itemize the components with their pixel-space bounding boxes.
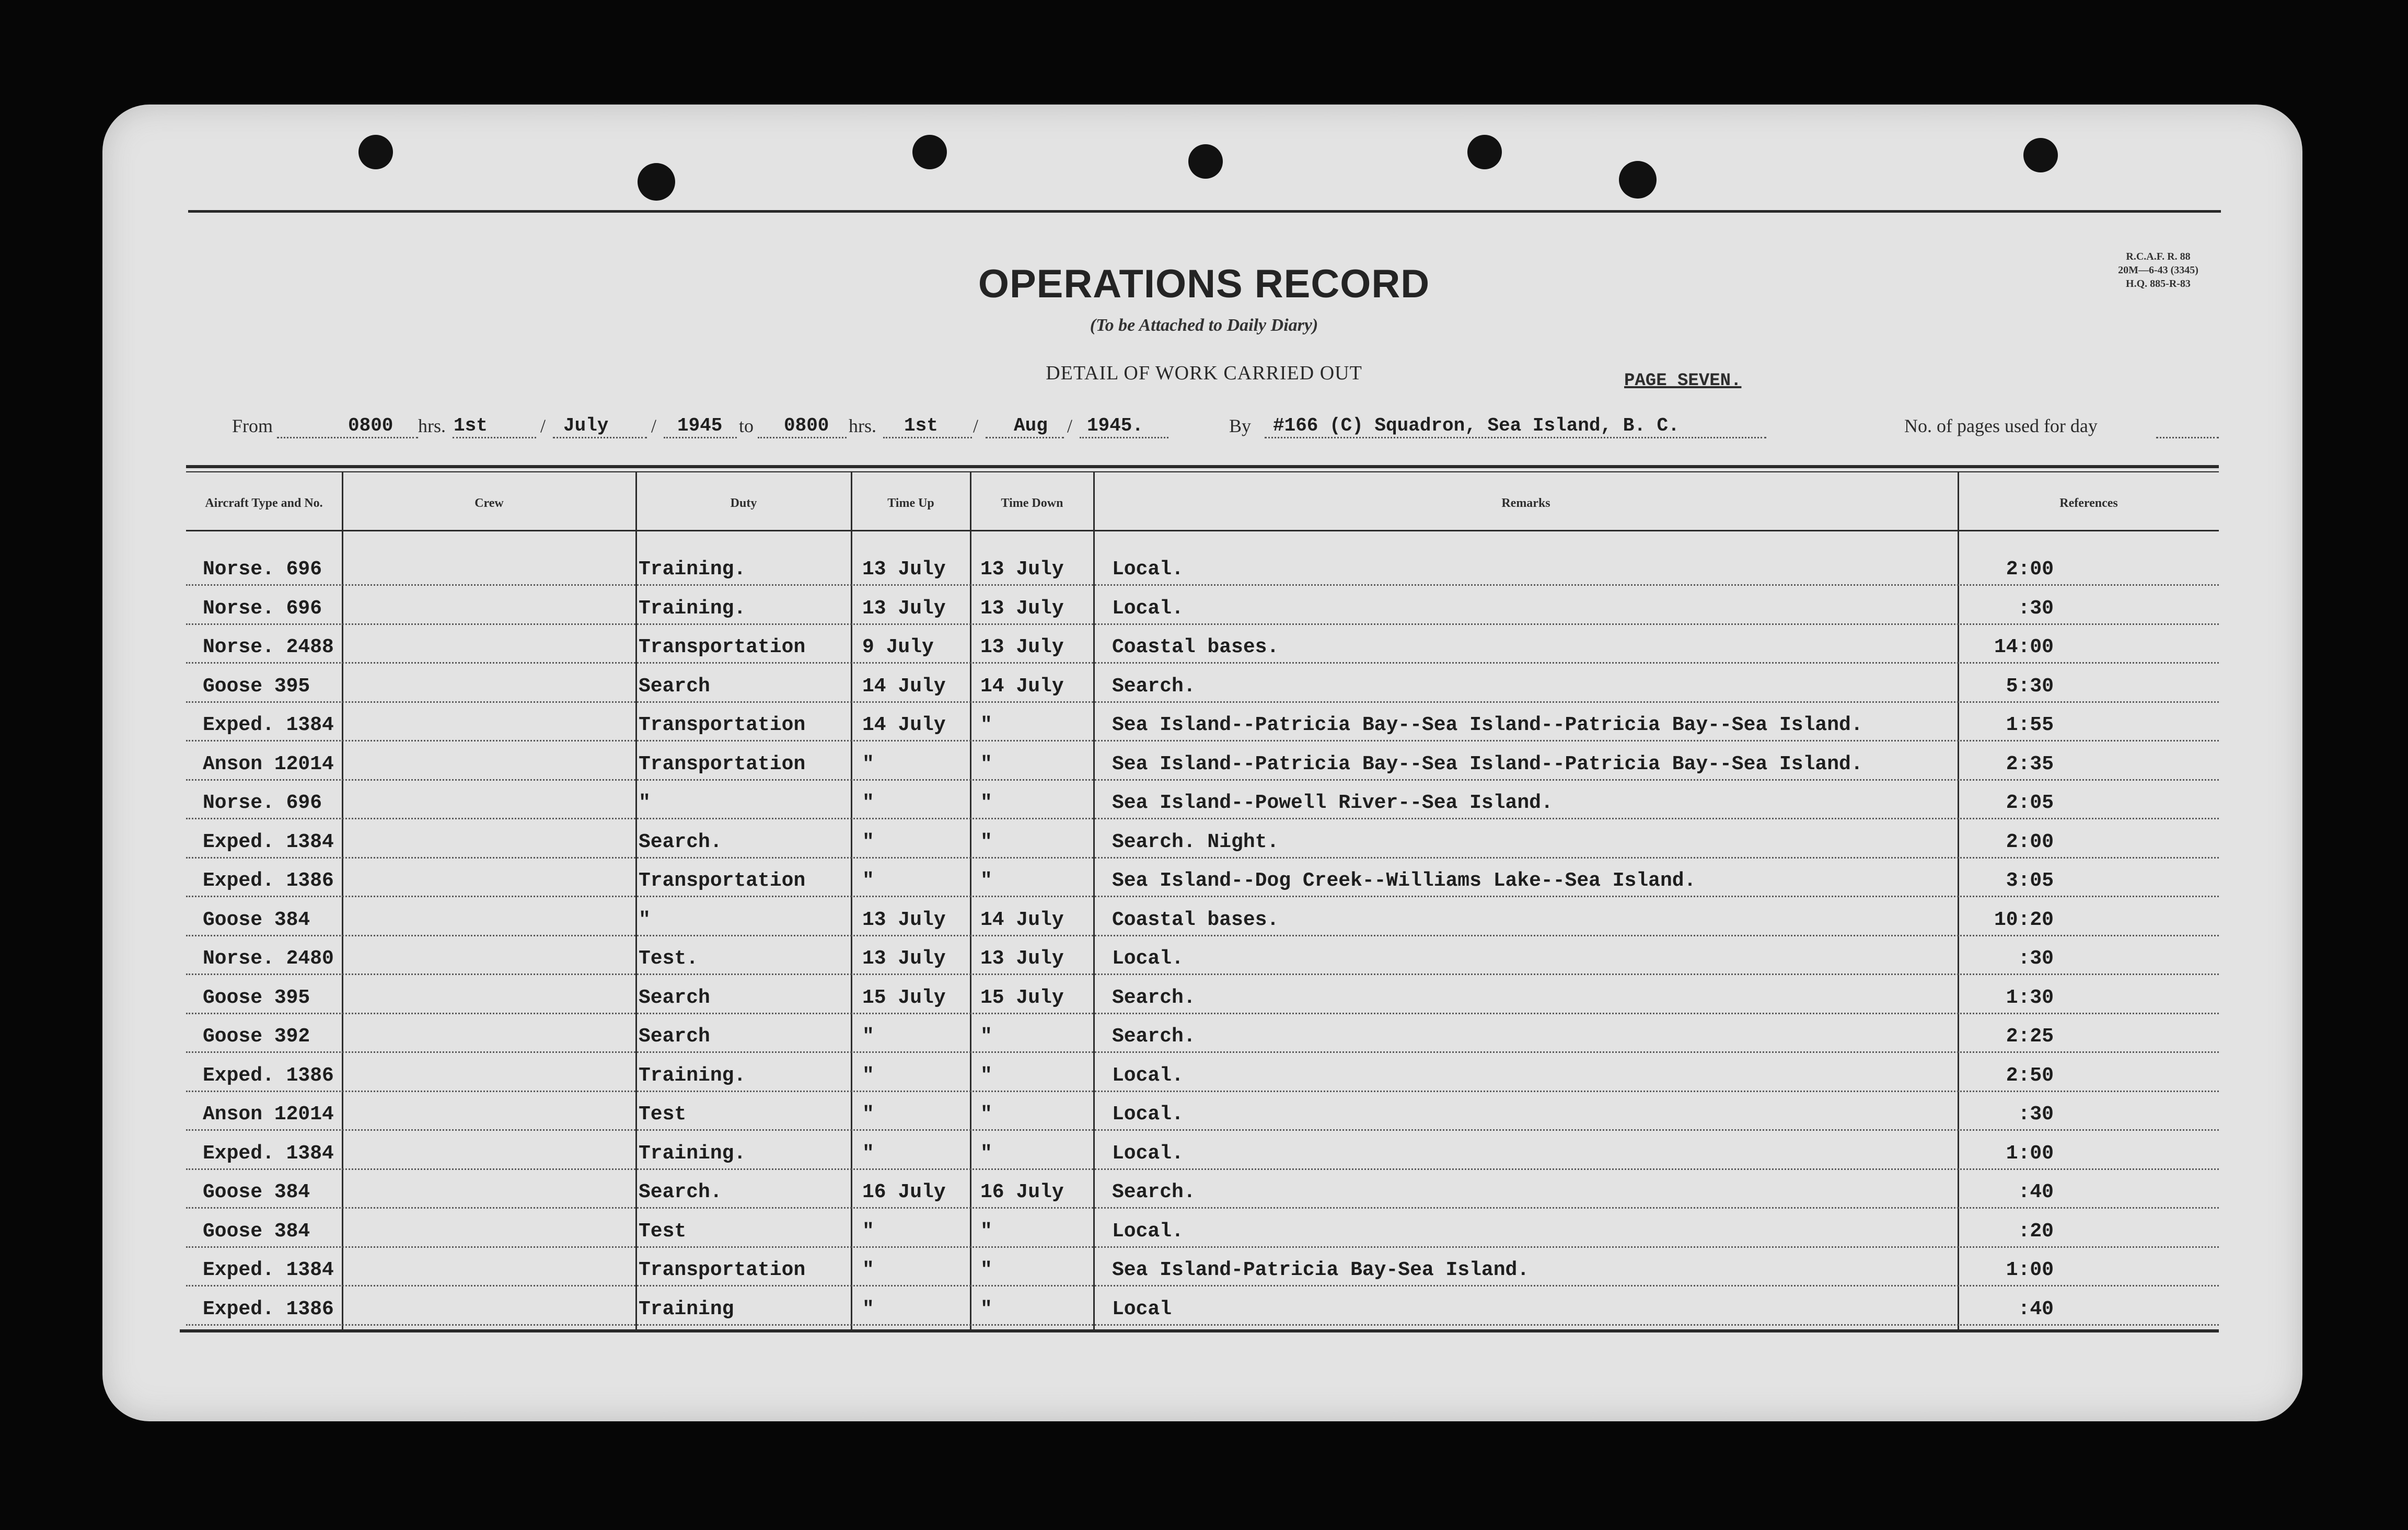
cell-aircraft: Goose 384 — [203, 909, 310, 931]
cell-time-down: " — [980, 1142, 992, 1165]
cell-time-up: 16 July — [862, 1181, 946, 1203]
cell-time-up: " — [862, 831, 874, 853]
cell-reference: :30 — [2018, 597, 2054, 620]
cell-time-down: 13 July — [980, 947, 1064, 970]
table-row — [186, 740, 2219, 741]
cell-duty: Training. — [639, 558, 746, 581]
to-year: 1945. — [1087, 415, 1144, 436]
punch-hole-icon — [358, 135, 393, 169]
cell-reference: :40 — [2018, 1298, 2054, 1320]
cell-time-down: 13 July — [980, 636, 1064, 658]
from-time: 0800 — [348, 415, 393, 436]
cell-duty: Search — [639, 987, 710, 1009]
cell-reference: 1:00 — [2006, 1259, 2054, 1281]
cell-reference: 2:35 — [2006, 753, 2054, 775]
cell-reference: 14:00 — [1994, 636, 2054, 658]
dotted-leader — [758, 437, 847, 438]
cell-aircraft: Exped. 1384 — [203, 1142, 334, 1165]
punch-hole-icon — [2023, 138, 2058, 172]
top-rule — [188, 210, 2221, 213]
cell-remarks: Coastal bases. — [1112, 909, 1279, 931]
cell-remarks: Local. — [1112, 1220, 1184, 1243]
date-separator: / — [1067, 415, 1073, 436]
table-top-rule-thin — [186, 471, 2219, 472]
cell-aircraft: Goose 384 — [203, 1220, 310, 1243]
cell-duty: Transportation — [639, 636, 806, 658]
cell-aircraft: Norse. 696 — [203, 792, 322, 814]
cell-time-down: " — [980, 831, 992, 853]
cell-aircraft: Norse. 696 — [203, 558, 322, 581]
hrs-label: hrs. — [849, 415, 876, 436]
punch-hole-icon — [638, 163, 675, 201]
page-title: OPERATIONS RECORD — [978, 262, 1430, 306]
squadron-name: #166 (C) Squadron, Sea Island, B. C. — [1273, 415, 1680, 436]
cell-aircraft: Goose 395 — [203, 987, 310, 1009]
table-top-rule — [186, 465, 2219, 468]
cell-reference: 1:30 — [2006, 987, 2054, 1009]
from-day: 1st — [454, 415, 488, 436]
table-row — [186, 1051, 2219, 1053]
cell-time-up: 15 July — [862, 987, 946, 1009]
date-separator: / — [540, 415, 546, 436]
by-label: By — [1229, 415, 1252, 436]
cell-aircraft: Exped. 1384 — [203, 831, 334, 853]
cell-time-up: 9 July — [862, 636, 934, 658]
cell-duty: Training — [639, 1298, 734, 1320]
dotted-leader — [664, 437, 737, 438]
cell-aircraft: Exped. 1386 — [203, 870, 334, 892]
cell-time-up: 13 July — [862, 558, 946, 581]
table-row — [186, 1013, 2219, 1014]
dotted-leader — [453, 437, 536, 438]
cell-reference: 2:00 — [2006, 558, 2054, 581]
cell-aircraft: Exped. 1386 — [203, 1298, 334, 1320]
column-header-time-up: Time Up — [887, 496, 934, 510]
cell-time-down: 16 July — [980, 1181, 1064, 1203]
cell-remarks: Sea Island--Powell River--Sea Island. — [1112, 792, 1553, 814]
cell-reference: :40 — [2018, 1181, 2054, 1203]
from-month: July — [563, 415, 609, 436]
cell-aircraft: Goose 392 — [203, 1025, 310, 1048]
cell-time-down: " — [980, 714, 992, 736]
cell-remarks: Sea Island--Patricia Bay--Sea Island--Patricia Bay--Sea Island. — [1112, 753, 1863, 775]
cell-time-up: 13 July — [862, 947, 946, 970]
table-bottom-rule — [180, 1329, 2219, 1332]
table-row — [186, 1129, 2219, 1131]
cell-time-down: 14 July — [980, 909, 1064, 931]
form-code-line: H.Q. 885-R-83 — [2126, 278, 2191, 289]
column-header-references: References — [2059, 496, 2118, 510]
cell-remarks: Local. — [1112, 947, 1184, 970]
cell-duty: Training. — [639, 1142, 746, 1165]
column-header-aircraft: Aircraft Type and No. — [205, 496, 323, 510]
cell-remarks: Coastal bases. — [1112, 636, 1279, 658]
column-header-time-down: Time Down — [1001, 496, 1063, 510]
cell-time-up: 14 July — [862, 675, 946, 698]
form-code-line: R.C.A.F. R. 88 — [2126, 251, 2191, 262]
date-separator: / — [973, 415, 979, 436]
table-row — [186, 779, 2219, 781]
cell-time-up: " — [862, 792, 874, 814]
cell-time-up: " — [862, 870, 874, 892]
cell-time-up: " — [862, 1298, 874, 1320]
table-row — [186, 1285, 2219, 1286]
cell-reference: 2:00 — [2006, 831, 2054, 853]
column-divider — [1958, 472, 1959, 1329]
from-label: From — [232, 415, 273, 436]
cell-aircraft: Exped. 1384 — [203, 714, 334, 736]
header-bottom-rule — [186, 530, 2219, 531]
table-row — [186, 623, 2219, 625]
cell-time-up: " — [862, 1103, 874, 1126]
cell-time-up: 13 July — [862, 909, 946, 931]
punch-hole-icon — [1619, 161, 1657, 199]
cell-aircraft: Anson 12014 — [203, 1103, 334, 1126]
cell-time-up: " — [862, 1064, 874, 1087]
cell-reference: :30 — [2018, 1103, 2054, 1126]
cell-time-up: " — [862, 1220, 874, 1243]
cell-duty: Search — [639, 675, 710, 698]
date-separator: / — [651, 415, 657, 436]
cell-reference: 10:20 — [1994, 909, 2054, 931]
table-row — [186, 662, 2219, 664]
cell-remarks: Sea Island--Patricia Bay--Sea Island--Patricia Bay--Sea Island. — [1112, 714, 1863, 736]
punch-hole-icon — [1467, 135, 1502, 169]
cell-time-up: 14 July — [862, 714, 946, 736]
column-header-duty: Duty — [730, 496, 757, 510]
page-subtitle: (To be Attached to Daily Diary) — [1090, 316, 1318, 335]
cell-time-down: " — [980, 753, 992, 775]
cell-reference: 5:30 — [2006, 675, 2054, 698]
table-row — [186, 1324, 2219, 1326]
cell-time-down: 15 July — [980, 987, 1064, 1009]
cell-time-down: " — [980, 792, 992, 814]
form-code — [2096, 250, 2221, 291]
column-divider — [342, 472, 343, 1329]
cell-time-down: " — [980, 1220, 992, 1243]
cell-remarks: Search. — [1112, 1025, 1196, 1048]
hrs-label: hrs. — [418, 415, 446, 436]
cell-time-up: " — [862, 1025, 874, 1048]
dotted-leader — [553, 437, 647, 438]
cell-reference: 2:25 — [2006, 1025, 2054, 1048]
table-row — [186, 1168, 2219, 1170]
cell-aircraft: Exped. 1384 — [203, 1259, 334, 1281]
cell-duty: Transportation — [639, 870, 806, 892]
cell-aircraft: Exped. 1386 — [203, 1064, 334, 1087]
cell-time-up: " — [862, 753, 874, 775]
cell-aircraft: Anson 12014 — [203, 753, 334, 775]
table-row — [186, 935, 2219, 936]
cell-time-down: 13 July — [980, 597, 1064, 620]
punch-hole-icon — [1188, 144, 1223, 179]
cell-time-up: " — [862, 1259, 874, 1281]
table-row — [186, 818, 2219, 819]
cell-reference: 2:05 — [2006, 792, 2054, 814]
cell-remarks: Sea Island--Dog Creek--Williams Lake--Sea Island. — [1112, 870, 1696, 892]
cell-duty: Transportation — [639, 714, 806, 736]
cell-remarks: Local — [1112, 1298, 1172, 1320]
cell-duty: Training. — [639, 1064, 746, 1087]
cell-remarks: Local. — [1112, 1064, 1184, 1087]
to-label: to — [739, 415, 754, 436]
cell-remarks: Search. — [1112, 675, 1196, 698]
cell-time-down: 13 July — [980, 558, 1064, 581]
table-row — [186, 1091, 2219, 1092]
cell-reference: :20 — [2018, 1220, 2054, 1243]
cell-time-down: " — [980, 870, 992, 892]
cell-aircraft: Goose 384 — [203, 1181, 310, 1203]
cell-duty: Transportation — [639, 753, 806, 775]
table-row — [186, 1246, 2219, 1248]
dotted-leader — [277, 437, 418, 438]
cell-duty: Test — [639, 1103, 687, 1126]
cell-time-down: " — [980, 1103, 992, 1126]
column-divider — [635, 472, 637, 1329]
pages-used-label: No. of pages used for day — [1904, 415, 2098, 436]
cell-reference: 3:05 — [2006, 870, 2054, 892]
table-row — [186, 896, 2219, 897]
column-header-remarks: Remarks — [1501, 496, 1550, 510]
from-year: 1945 — [677, 415, 723, 436]
cell-aircraft: Norse. 696 — [203, 597, 322, 620]
cell-remarks: Search. Night. — [1112, 831, 1279, 853]
punch-hole-icon — [912, 135, 947, 169]
detail-heading: DETAIL OF WORK CARRIED OUT — [1046, 362, 1362, 384]
cell-aircraft: Norse. 2488 — [203, 636, 334, 658]
column-header-crew: Crew — [474, 496, 504, 510]
cell-duty: " — [639, 792, 651, 814]
cell-remarks: Search. — [1112, 987, 1196, 1009]
table-row — [186, 1207, 2219, 1209]
cell-reference: :30 — [2018, 947, 2054, 970]
cell-time-down: " — [980, 1298, 992, 1320]
cell-time-down: 14 July — [980, 675, 1064, 698]
cell-remarks: Local. — [1112, 558, 1184, 581]
dotted-leader — [2156, 437, 2219, 438]
cell-reference: 1:55 — [2006, 714, 2054, 736]
cell-duty: Test — [639, 1220, 687, 1243]
cell-time-up: 13 July — [862, 597, 946, 620]
cell-remarks: Local. — [1112, 1103, 1184, 1126]
cell-duty: Search. — [639, 1181, 722, 1203]
cell-aircraft: Goose 395 — [203, 675, 310, 698]
dotted-leader — [1080, 437, 1168, 438]
column-divider — [970, 472, 971, 1329]
to-day: 1st — [904, 415, 938, 436]
dotted-leader — [986, 437, 1064, 438]
dotted-leader — [1265, 437, 1766, 438]
cell-reference: 2:50 — [2006, 1064, 2054, 1087]
cell-duty: " — [639, 909, 651, 931]
column-divider — [851, 472, 852, 1329]
cell-duty: Search — [639, 1025, 710, 1048]
cell-time-down: " — [980, 1025, 992, 1048]
cell-remarks: Search. — [1112, 1181, 1196, 1203]
table-row — [186, 584, 2219, 586]
page-number-label: PAGE SEVEN. — [1624, 371, 1742, 391]
cell-time-up: " — [862, 1142, 874, 1165]
table-row — [186, 701, 2219, 703]
dotted-leader — [883, 437, 972, 438]
table-row — [186, 973, 2219, 975]
cell-aircraft: Norse. 2480 — [203, 947, 334, 970]
cell-remarks: Local. — [1112, 1142, 1184, 1165]
cell-time-down: " — [980, 1064, 992, 1087]
form-code-line: 20M—6-43 (3345) — [2118, 264, 2198, 276]
cell-remarks: Sea Island-Patricia Bay-Sea Island. — [1112, 1259, 1530, 1281]
table-row — [186, 857, 2219, 859]
cell-reference: 1:00 — [2006, 1142, 2054, 1165]
to-month: Aug — [1014, 415, 1048, 436]
to-time: 0800 — [784, 415, 829, 436]
cell-duty: Transportation — [639, 1259, 806, 1281]
cell-remarks: Local. — [1112, 597, 1184, 620]
cell-duty: Test. — [639, 947, 699, 970]
cell-duty: Search. — [639, 831, 722, 853]
cell-time-down: " — [980, 1259, 992, 1281]
cell-duty: Training. — [639, 597, 746, 620]
column-divider — [1093, 472, 1095, 1329]
